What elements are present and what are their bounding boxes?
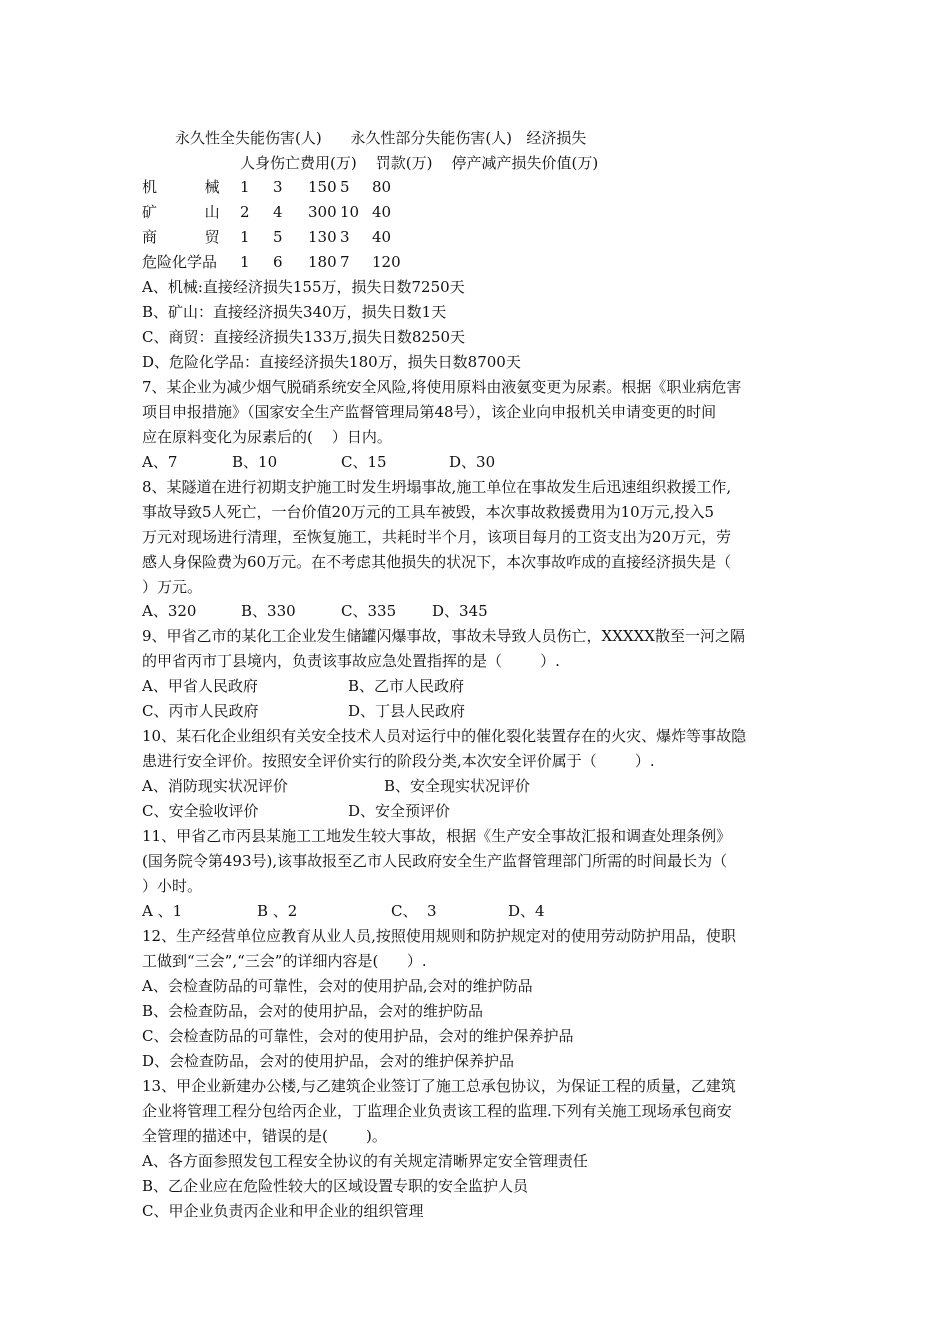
- row-name: 矿 山: [142, 203, 220, 221]
- cell: 40: [372, 203, 392, 221]
- cell: 5: [340, 178, 350, 196]
- q9-text-line: 的甲省丙市丁县境内，负责该事故应急处置指挥的是（ ）.: [142, 652, 560, 670]
- q7-option-c: C、15: [341, 453, 387, 471]
- q8-text-line: 事故导致5人死亡，一台价值20万元的工具车被毁，本次事故救援费用为10万元,投入5: [142, 503, 715, 521]
- q10-text-line: 患进行安全评价。按照安全评价实行的阶段分类,本次安全评价属于（ ）.: [142, 752, 655, 770]
- q6-option-d: D、危险化学品：直接经济损失180万，损失日数8700天: [142, 353, 521, 371]
- cell: 1: [240, 228, 250, 246]
- q9-option-a: A、甲省人民政府: [142, 677, 258, 695]
- cell: 120: [372, 253, 401, 271]
- q11-text-line: ）小时。: [142, 877, 203, 895]
- q8-option-b: B、330: [241, 602, 296, 620]
- q11-option-d: D、4: [508, 902, 545, 920]
- q9-option-d: D、丁县人民政府: [348, 702, 466, 720]
- q10-text-line: 10、某石化企业组织有关安全技术人员对运行中的催化裂化装置存在的火灾、爆炸等事故隐: [142, 727, 747, 745]
- q11-option-b: B 、2: [257, 902, 298, 920]
- q6-option-b: B、矿山：直接经济损失340万，损失日数1天: [142, 303, 447, 321]
- q13-option-a: A、各方面参照发包工程安全协议的有关规定清晰界定安全管理责任: [142, 1152, 588, 1170]
- q13-text-line: 企业将管理工程分包给丙企业，丁监理企业负责该工程的监理.下列有关施工现场承包商安: [142, 1102, 732, 1120]
- q10-option-b: B、安全现实状况评价: [384, 777, 531, 795]
- q12-option-c: C、会检查防品的可靠性，会对的使用护品，会对的维护保养护品: [142, 1027, 574, 1045]
- q8-option-a: A、320: [142, 602, 197, 620]
- q13-option-c: C、甲企业负责丙企业和甲企业的组织管理: [142, 1202, 424, 1220]
- table-header-line2: 人身伤亡费用(万) 罚款(万) 停产减产损失价值(万): [240, 154, 599, 172]
- q6-option-c: C、商贸：直接经济损失133万,损失日数8250天: [142, 328, 466, 346]
- q7-option-b: B、10: [232, 453, 278, 471]
- cell: 80: [372, 178, 392, 196]
- cell: 2: [240, 203, 250, 221]
- cell: 300: [308, 203, 337, 221]
- cell: 10: [340, 203, 360, 221]
- q12-option-a: A、会检查防品的可靠性，会对的使用护品,会对的维护防品: [142, 977, 533, 995]
- q13-text-line: 全管理的描述中，错误的是( )。: [142, 1127, 387, 1145]
- q8-option-c: C、335: [341, 602, 397, 620]
- cell: 1: [240, 253, 250, 271]
- q7-text-line: 应在原料变化为尿素后的( ）日内。: [142, 428, 392, 446]
- cell: 7: [340, 253, 350, 271]
- q12-option-b: B、会检查防品，会对的使用护品，会对的维护防品: [142, 1002, 484, 1020]
- q12-option-d: D、会检查防品，会对的使用护品，会对的维护保养护品: [142, 1052, 515, 1070]
- cell: 180: [308, 253, 337, 271]
- q11-text-line: (国务院令第493号),该事故报至乙市人民政府安全生产监督管理部门所需的时间最长为（: [142, 852, 728, 870]
- q7-option-d: D、30: [449, 453, 496, 471]
- q13-option-b: B、乙企业应在危险性较大的区域设置专职的安全监护人员: [142, 1177, 529, 1195]
- q7-text-line: 7、某企业为减少烟气脱硝系统安全风险,将使用原料由液氨变更为尿素。根据《职业病危害: [142, 378, 742, 396]
- q10-option-a: A、消防现实状况评价: [142, 777, 288, 795]
- q7-option-a: A、7: [142, 453, 178, 471]
- q9-option-b: B、乙市人民政府: [348, 677, 465, 695]
- q13-text-line: 13、甲企业新建办公楼,与乙建筑企业签订了施工总承包协议，为保证工程的质量，乙建筑: [142, 1077, 736, 1095]
- q8-text-line: 万元对现场进行清理，至恢复施工，共耗时半个月，该项目每月的工资支出为20万元，劳: [142, 528, 732, 546]
- q9-text-line: 9、甲省乙市的某化工企业发生储罐闪爆事故，事故未导致人员伤亡，XXXXX散至一河之隔: [142, 627, 745, 645]
- q11-option-c: C、 3: [391, 902, 437, 920]
- row-name: 商 贸: [142, 228, 220, 246]
- cell: 1: [240, 178, 250, 196]
- q12-text-line: 工做到“三会”,“三会”的详细内容是( ）.: [142, 952, 427, 970]
- cell: 130: [308, 228, 337, 246]
- row-name: 机 械: [142, 178, 220, 196]
- cell: 6: [273, 253, 283, 271]
- q6-option-a: A、机械:直接经济损失155万，损失日数7250天: [142, 278, 465, 296]
- q10-option-d: D、安全预评价: [348, 802, 451, 820]
- q9-option-c: C、丙市人民政府: [142, 702, 259, 720]
- cell: 4: [273, 203, 283, 221]
- q7-text-line: 项目申报措施》（国家安全生产监督管理局第48号），该企业向申报机关申请变更的时间: [142, 403, 717, 421]
- q8-text-line: ）万元。: [142, 578, 203, 596]
- q11-option-a: A 、1: [142, 902, 183, 920]
- q10-option-c: C、安全验收评价: [142, 802, 259, 820]
- q8-option-d: D、345: [432, 602, 488, 620]
- cell: 5: [273, 228, 283, 246]
- q8-text-line: 8、某隧道在进行初期支护施工时发生坍塌事故,施工单位在事故发生后迅速组织救援工作,: [142, 478, 732, 496]
- row-name: 危险化学品: [142, 253, 218, 271]
- cell: 3: [340, 228, 350, 246]
- q12-text-line: 12、生产经营单位应教育从业人员,按照使用规则和防护规定对的使用劳动防护用品，使职: [142, 927, 736, 945]
- table-header-line1: 永久性全失能伤害(人) 永久性部分失能伤害(人) 经济损失: [175, 129, 587, 147]
- q11-text-line: 11、甲省乙市丙县某施工工地发生较大事故，根据《生产安全事故汇报和调查处理条例》: [142, 827, 732, 845]
- cell: 3: [273, 178, 283, 196]
- q8-text-line: 感人身保险费为60万元。在不考虑其他损失的状况下，本次事故咋成的直接经济损失是（: [142, 553, 732, 571]
- cell: 150: [308, 178, 337, 196]
- cell: 40: [372, 228, 392, 246]
